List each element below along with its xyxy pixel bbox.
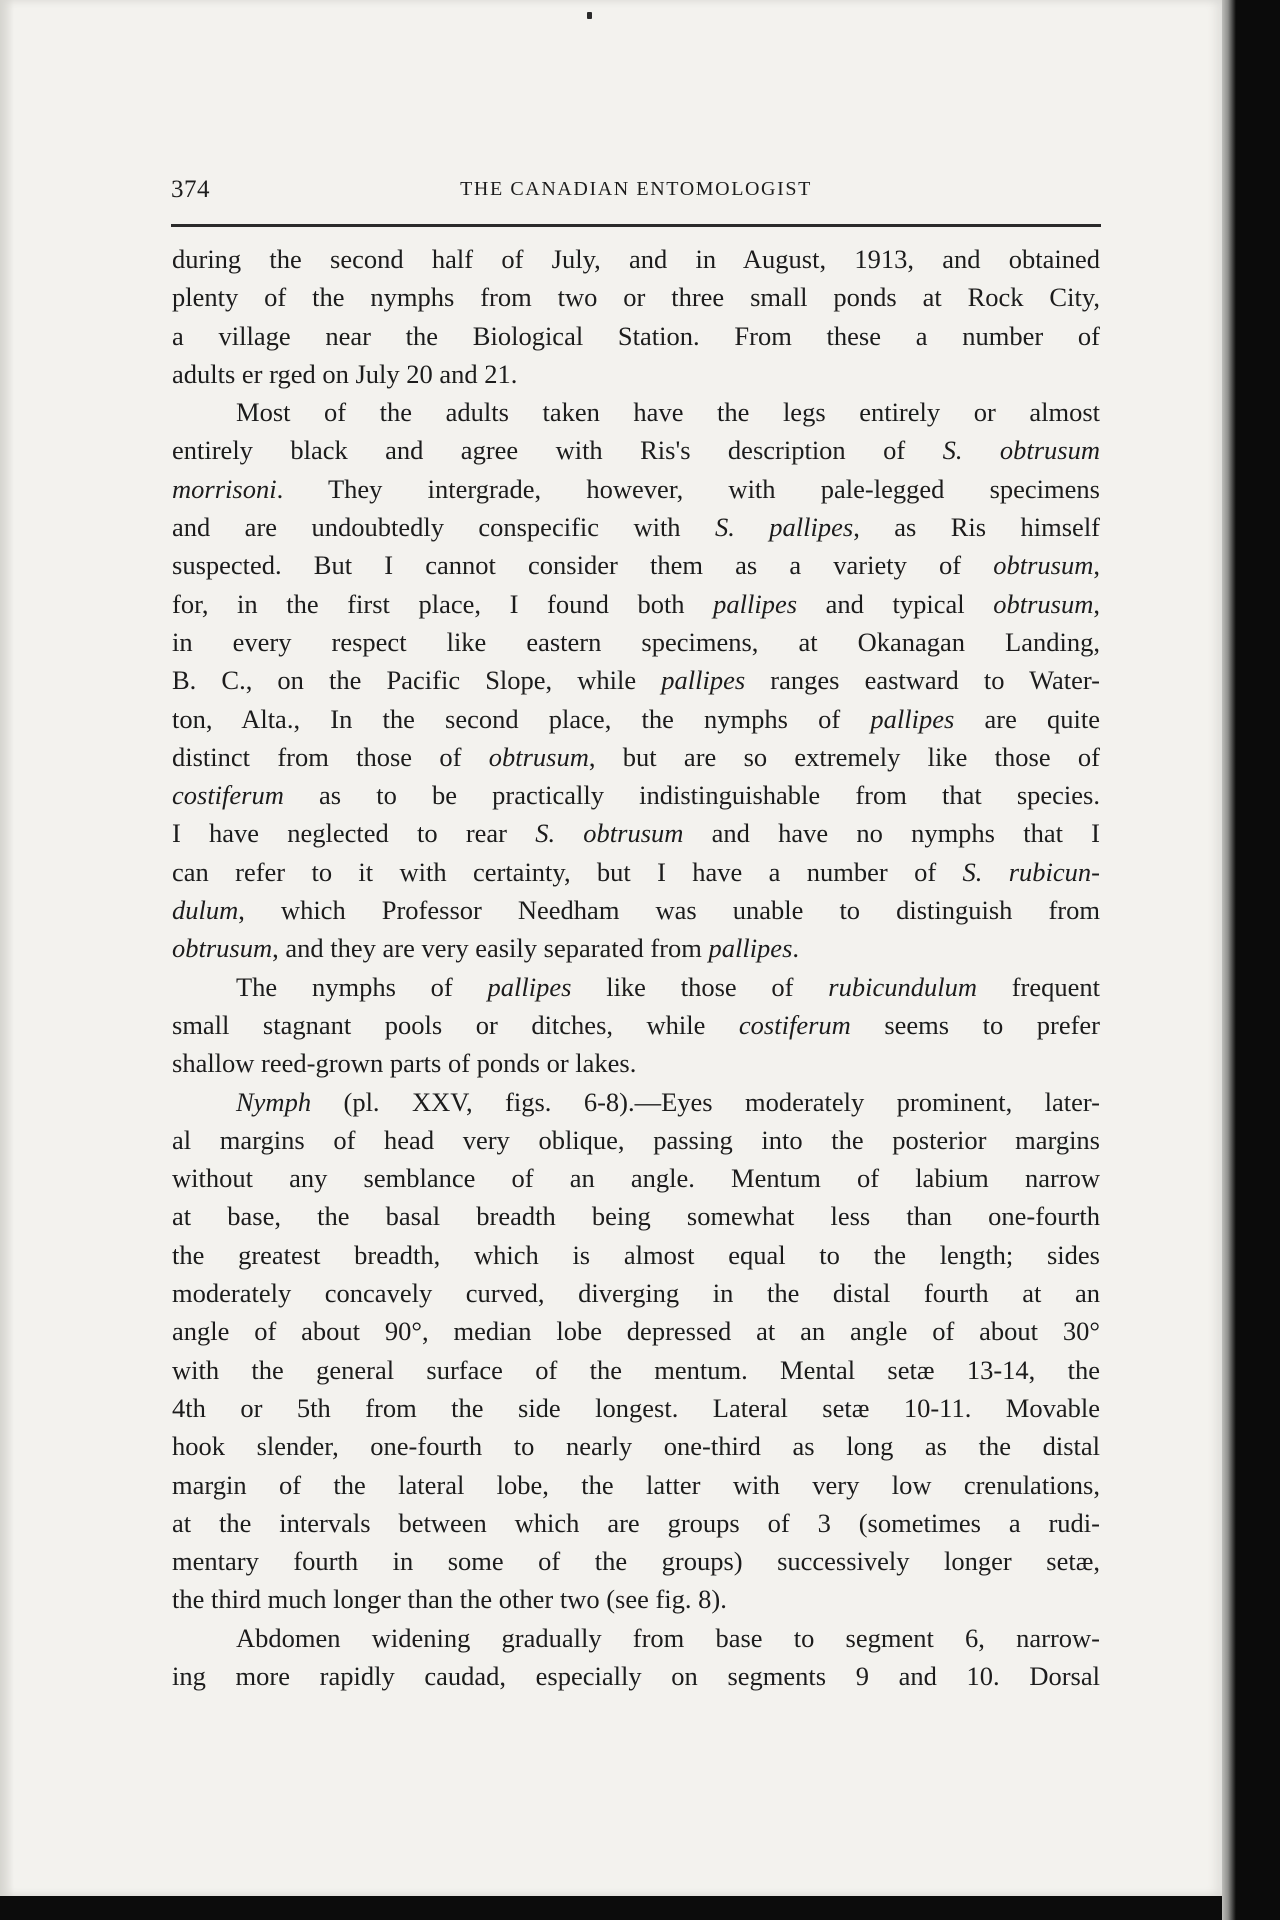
text-line <box>172 738 1100 776</box>
text-line <box>172 1389 1100 1427</box>
text-run: can refer to it with certainty, but I have a number of <box>172 856 963 887</box>
italic-term: pallipes <box>870 703 955 734</box>
text-run: for, in the first place, I found both <box>172 588 714 619</box>
text-line <box>172 546 1100 584</box>
italic-term: pallipes <box>708 933 793 964</box>
text-run: The nymphs of <box>236 971 488 1002</box>
text-run: seems to prefer <box>850 1009 1100 1040</box>
text-run: . <box>792 933 800 964</box>
text-run: , <box>1093 550 1100 581</box>
text-line <box>172 1542 1100 1580</box>
italic-term: S. pallipes <box>714 512 854 543</box>
text-line <box>172 1619 1100 1657</box>
text-run: al margins of head very oblique, passing into the posterior margins <box>172 1124 1100 1155</box>
text-run: ton, Alta., In the second place, the nymphs of <box>172 703 871 734</box>
text-line <box>172 700 1100 738</box>
text-run: ing more rapidly caudad, especially on segments 9 and 10. Dorsal <box>172 1660 1100 1691</box>
text-line <box>172 393 1100 431</box>
italic-term: S. obtrusum <box>942 435 1100 466</box>
text-line <box>172 317 1100 355</box>
text-run: entirely black and agree with Ris's description of <box>172 435 943 466</box>
text-run: Most of the adults taken have the legs entirely or almost <box>236 397 1100 428</box>
text-line <box>172 661 1100 699</box>
text-run: and typical <box>797 588 994 619</box>
text-line <box>172 853 1100 891</box>
text-run: and have no nymphs that I <box>683 818 1100 849</box>
text-run: angle of about 90°, median lobe depressed at an angle of about 30° <box>172 1316 1100 1347</box>
italic-term: costiferum <box>738 1009 851 1040</box>
italic-term: obtrusum <box>488 741 589 772</box>
text-line <box>172 968 1100 1006</box>
text-run: 4th or 5th from the side longest. Lateral setæ 10-11. Movable <box>172 1392 1100 1423</box>
text-run: suspected. But I cannot consider them as a variety of <box>172 550 994 581</box>
text-line <box>172 1351 1100 1389</box>
scan-border <box>1222 0 1280 1920</box>
text-run: plenty of the nymphs from two or three small ponds at Rock City, <box>172 282 1100 313</box>
italic-term: S. rubicun- <box>962 856 1101 887</box>
text-run: as to be practically indistinguishable from that species. <box>283 780 1100 811</box>
text-run: the third much longer than the other two (see fig. 8). <box>172 1584 727 1615</box>
italic-term: pallipes <box>713 588 798 619</box>
text-line <box>172 278 1100 316</box>
text-run: mentary fourth in some of the groups) successively longer setæ, <box>172 1546 1100 1577</box>
text-run: adults er rged on July 20 and 21. <box>172 358 518 389</box>
text-line <box>172 1006 1100 1044</box>
text-line <box>172 1236 1100 1274</box>
running-head <box>171 176 1101 210</box>
text-run: and are undoubtedly conspecific with <box>172 512 715 543</box>
text-line <box>172 1657 1100 1695</box>
page-number: 374 <box>171 176 210 203</box>
text-run: . They intergrade, however, with pale-legged specimens <box>276 473 1100 504</box>
page-gutter-shadow <box>0 0 14 1896</box>
text-line <box>172 1504 1100 1542</box>
text-line <box>172 929 1100 967</box>
text-run: moderately concavely curved, diverging in the distal fourth at an <box>172 1278 1100 1309</box>
text-run: the greatest breadth, which is almost equal to the length; sides <box>172 1239 1100 1270</box>
text-run: without any semblance of an angle. Mentum of labium narrow <box>172 1163 1100 1194</box>
text-line <box>172 1159 1100 1197</box>
text-run: a village near the Biological Station. From these a number of <box>172 320 1100 351</box>
text-run: shallow reed-grown parts of ponds or lakes. <box>172 1048 637 1079</box>
italic-term: pallipes <box>661 665 746 696</box>
text-line <box>172 1274 1100 1312</box>
text-run: with the general surface of the mentum. Mental setæ 13-14, the <box>172 1354 1100 1385</box>
text-run: at base, the basal breadth being somewhat less than one-fourth <box>172 1201 1100 1232</box>
text-line <box>172 623 1100 661</box>
text-run: at the intervals between which are groups of 3 (sometimes a rudi- <box>172 1507 1100 1538</box>
text-run: small stagnant pools or ditches, while <box>172 1009 739 1040</box>
text-line <box>172 891 1100 929</box>
text-run: B. C., on the Pacific Slope, while <box>172 665 662 696</box>
text-run: Abdomen widening gradually from base to segment 6, narrow- <box>236 1622 1100 1653</box>
text-line <box>172 1466 1100 1504</box>
text-run: distinct from those of <box>172 741 489 772</box>
text-line <box>172 776 1100 814</box>
text-run: in every respect like eastern specimens, at Okanagan Landing, <box>172 626 1100 657</box>
text-run: frequent <box>976 971 1101 1002</box>
text-line <box>172 1121 1100 1159</box>
italic-term: Nymph <box>236 1086 312 1117</box>
text-line <box>172 240 1100 278</box>
text-line <box>172 1312 1100 1350</box>
text-line <box>172 1427 1100 1465</box>
text-run: like those of <box>571 971 829 1002</box>
header-rule <box>171 224 1101 227</box>
print-mark <box>587 12 592 19</box>
text-run: are quite <box>954 703 1100 734</box>
text-line <box>172 814 1100 852</box>
italic-term: S. obtrusum <box>535 818 684 849</box>
text-run: , as Ris himself <box>853 512 1101 543</box>
italic-term: obtrusum <box>172 933 273 964</box>
italic-term: obtrusum <box>993 588 1094 619</box>
text-run: hook slender, one-fourth to nearly one-third as long as the distal <box>172 1431 1100 1462</box>
text-run: , which Professor Needham was unable to distinguish from <box>238 895 1100 926</box>
text-line <box>172 1044 1100 1082</box>
text-run: I have neglected to rear <box>172 818 536 849</box>
text-line <box>172 431 1100 469</box>
text-run: ranges eastward to Water- <box>745 665 1100 696</box>
italic-term: morrisoni <box>172 473 277 504</box>
text-run: during the second half of July, and in August, 1913, and obtained <box>172 244 1100 274</box>
text-run: (pl. XXV, figs. 6-8).—Eyes moderately prominent, later- <box>311 1086 1100 1117</box>
text-line <box>172 585 1100 623</box>
text-line <box>172 1197 1100 1235</box>
text-line <box>172 1083 1100 1121</box>
text-run: , <box>1093 588 1100 619</box>
text-line <box>172 1580 1100 1618</box>
text-run: margin of the lateral lobe, the latter with very low crenulations, <box>172 1469 1100 1500</box>
text-line <box>172 470 1100 508</box>
text-line <box>172 508 1100 546</box>
italic-term: dulum <box>172 895 239 926</box>
text-run: , but are so extremely like those of <box>588 741 1100 772</box>
italic-term: pallipes <box>487 971 572 1002</box>
journal-title: THE CANADIAN ENTOMOLOGIST <box>460 178 812 200</box>
italic-term: costiferum <box>172 780 284 811</box>
italic-term: obtrusum <box>993 550 1094 581</box>
italic-term: rubicundulum <box>828 971 977 1002</box>
text-run: , and they are very easily separated from <box>272 933 709 964</box>
text-line <box>172 355 1100 393</box>
body-text <box>172 240 1100 1695</box>
